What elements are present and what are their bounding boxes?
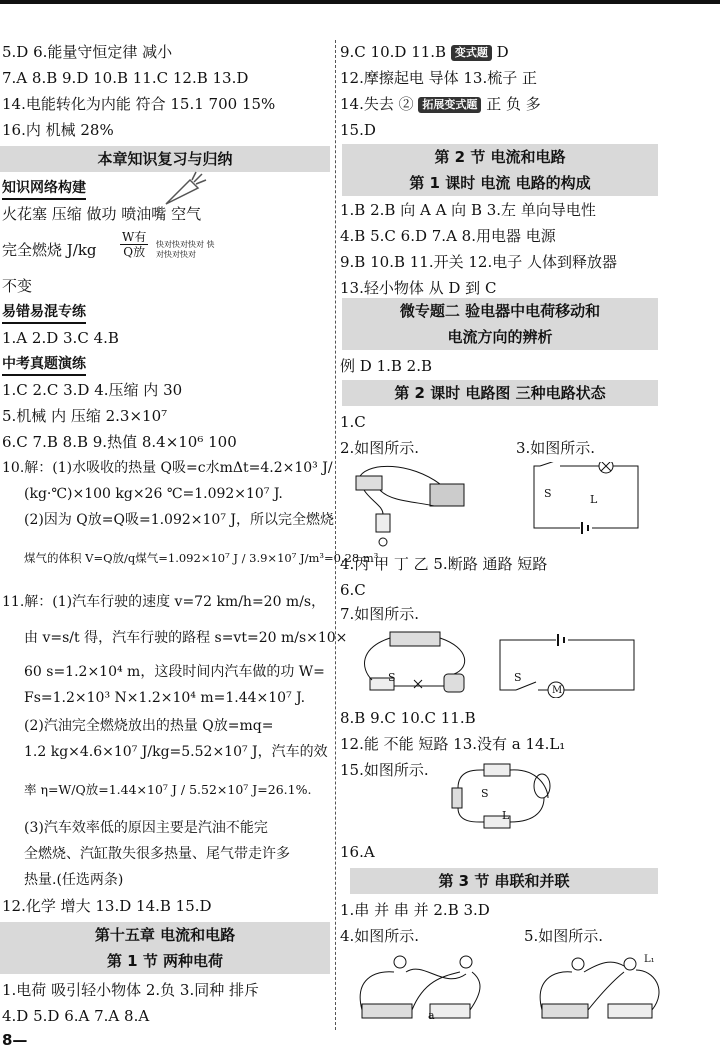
confuse-title: 易错易混专练: [2, 302, 86, 324]
efficiency-fraction: [120, 230, 148, 259]
chapter-header: 第十五章 电流和电路: [0, 922, 330, 948]
answer-line: 16.A: [340, 843, 375, 861]
extension-badge: 拓展变式题: [418, 97, 481, 113]
answer-line: (2)因为 Q放=Q吸=1.092×10⁷ J，所以完全燃烧: [24, 512, 334, 528]
diagram-label-s: S: [481, 787, 489, 800]
answer-line: 5.D 6.能量守恒定律 减小: [2, 43, 173, 61]
answer-line: 15.D: [340, 121, 376, 139]
column-divider: [335, 40, 336, 1030]
circuit-figure-q2: [350, 462, 480, 548]
answer-line: 4.丙 甲 丁 乙 5.断路 通路 短路: [340, 555, 548, 573]
fraction-denominator: Q放: [123, 245, 146, 259]
answer-line: 13.轻小物体 从 D 到 C: [340, 279, 497, 297]
circuit-figure-s3-q4: [354, 950, 494, 1028]
answer-line: 1.C: [340, 413, 366, 431]
answer-line: Fs=1.2×10³ N×1.2×10⁴ m=1.44×10⁷ J.: [24, 690, 306, 706]
answer-line: (2)汽油完全燃烧放出的热量 Q放=mq=: [24, 718, 274, 734]
answer-line: 1.A 2.D 3.C 4.B: [2, 329, 119, 347]
review-header: 本章知识复习与归纳: [0, 146, 330, 172]
answer-line: 11.解：(1)汽车行驶的速度 v=72 km/h=20 m/s，: [2, 594, 326, 610]
answer-line: 由 v=s/t 得，汽车行驶的路程 s=vt=20 m/s×10×: [24, 630, 348, 646]
section-header: 第 2 节 电流和电路: [342, 144, 658, 170]
diagram-label-s: S: [388, 671, 396, 684]
diagram-label-l1: L₁: [644, 954, 655, 965]
answer-line: 8.B 9.C 10.C 11.B: [340, 709, 476, 727]
answer-line: 9.B 10.B 11.开关 12.电子 人体到释放器: [340, 253, 617, 271]
answer-line: 煤气的体积 V=Q放/q煤气=1.092×10⁷ J / 3.9×10⁷ J/m³=0.28 m³.: [24, 551, 383, 565]
answer-line: 例 D 1.B 2.B: [340, 357, 432, 375]
answer-line: 3.如图所示.: [516, 439, 596, 457]
answer-line: 10.解：(1)水吸收的热量 Q吸=c水mΔt=4.2×10³ J/: [2, 460, 333, 476]
page-number: 8—: [2, 1031, 28, 1049]
circuit-schematic-q7: [496, 632, 638, 698]
micro-topic-header: 微专题二 验电器中电荷移动和: [342, 298, 658, 324]
answer-text: 14.失去 ②: [340, 95, 414, 113]
answer-line: 热量.(任选两条): [24, 872, 124, 888]
answer-line: 5.如图所示.: [524, 927, 604, 945]
answer-line: 6.C 7.B 8.B 9.热值 8.4×10⁶ 100: [2, 433, 237, 451]
answer-line: 全燃烧、汽缸散失很多热量、尾气带走许多: [24, 846, 290, 862]
answer-line: [340, 42, 509, 62]
answer-line: (3)汽车效率低的原因主要是汽油不能完: [24, 820, 268, 836]
answer-line: 率 η=W/Q放=1.44×10⁷ J / 5.52×10⁷ J=26.1%.: [24, 782, 312, 797]
lesson-header: 第 2 课时 电路图 三种电路状态: [342, 380, 658, 406]
lesson-header: 第 1 课时 电流 电路的构成: [342, 170, 658, 196]
answer-line: 7.A 8.B 9.D 10.B 11.C 12.B 13.D: [2, 69, 249, 87]
answer-line: 6.C: [340, 581, 366, 599]
network-title: 知识网络构建: [2, 178, 86, 200]
network-line: 火花塞 压缩 做功 喷油嘴 空气: [2, 205, 202, 223]
variant-badge: 变式题: [451, 45, 492, 61]
circuit-figure-q7: [350, 628, 480, 700]
answer-line: 1.串 并 串 并 2.B 3.D: [340, 901, 490, 919]
answer-line: 12.能 不能 短路 13.没有 a 14.L₁: [340, 735, 566, 753]
watermark-note: 快对快对快对 快对快对快对: [156, 240, 215, 259]
section-header: 第 3 节 串联和并联: [350, 868, 658, 894]
answer-line: 1.B 2.B 向 A A 向 B 3.左 单向导电性: [340, 201, 596, 219]
diagram-label-a: a: [428, 1009, 435, 1022]
network-text: 完全燃烧 J/kg: [2, 241, 97, 259]
network-line: [2, 240, 97, 260]
answer-line: 14.电能转化为内能 符合 15.1 700 15%: [2, 95, 276, 113]
answer-line: 4.B 5.C 6.D 7.A 8.用电器 电源: [340, 227, 556, 245]
micro-topic-header: 电流方向的辨析: [342, 324, 658, 350]
diagram-label-l: L: [502, 809, 510, 822]
answer-line: 60 s=1.2×10⁴ m，这段时间内汽车做的功 W=: [24, 664, 325, 680]
answer-line: 4.如图所示.: [340, 927, 420, 945]
answer-line: 7.如图所示.: [340, 605, 420, 623]
diagram-label-s: S: [544, 487, 552, 500]
answer-line: 5.机械 内 压缩 2.3×10⁷: [2, 407, 168, 425]
section-header: 第 1 节 两种电荷: [0, 948, 330, 974]
answer-line: 1.2 kg×4.6×10⁷ J/kg=5.52×10⁷ J，汽车的效: [24, 744, 328, 760]
top-rule: [0, 0, 720, 4]
diagram-label-s: S: [514, 671, 522, 684]
answer-line: 1.C 2.C 3.D 4.压缩 内 30: [2, 381, 183, 399]
answer-line: [340, 94, 541, 114]
answer-line: 15.如图所示.: [340, 761, 429, 779]
answer-text: D: [496, 43, 509, 61]
network-line: 不变: [2, 277, 33, 295]
fraction-numerator: W有: [122, 230, 147, 244]
answer-line: 12.摩擦起电 导体 13.梳子 正: [340, 69, 538, 87]
diagram-label-l: L: [590, 493, 598, 506]
answer-text: 正 负 多: [486, 95, 541, 113]
answer-line: 16.内 机械 28%: [2, 121, 114, 139]
answer-line: 4.D 5.D 6.A 7.A 8.A: [2, 1007, 150, 1025]
carrot-illustration: [160, 170, 208, 210]
answer-line: 2.如图所示.: [340, 439, 420, 457]
diagram-label-m: M: [552, 685, 563, 696]
answer-line: 12.化学 增大 13.D 14.B 15.D: [2, 897, 212, 915]
answer-text: 9.C 10.D 11.B: [340, 43, 447, 61]
answer-line: 1.电荷 吸引轻小物体 2.负 3.同种 排斥: [2, 981, 260, 999]
answer-line: (kg·℃)×100 kg×26 ℃=1.092×10⁷ J.: [24, 486, 283, 502]
exam-title: 中考真题演练: [2, 354, 86, 376]
